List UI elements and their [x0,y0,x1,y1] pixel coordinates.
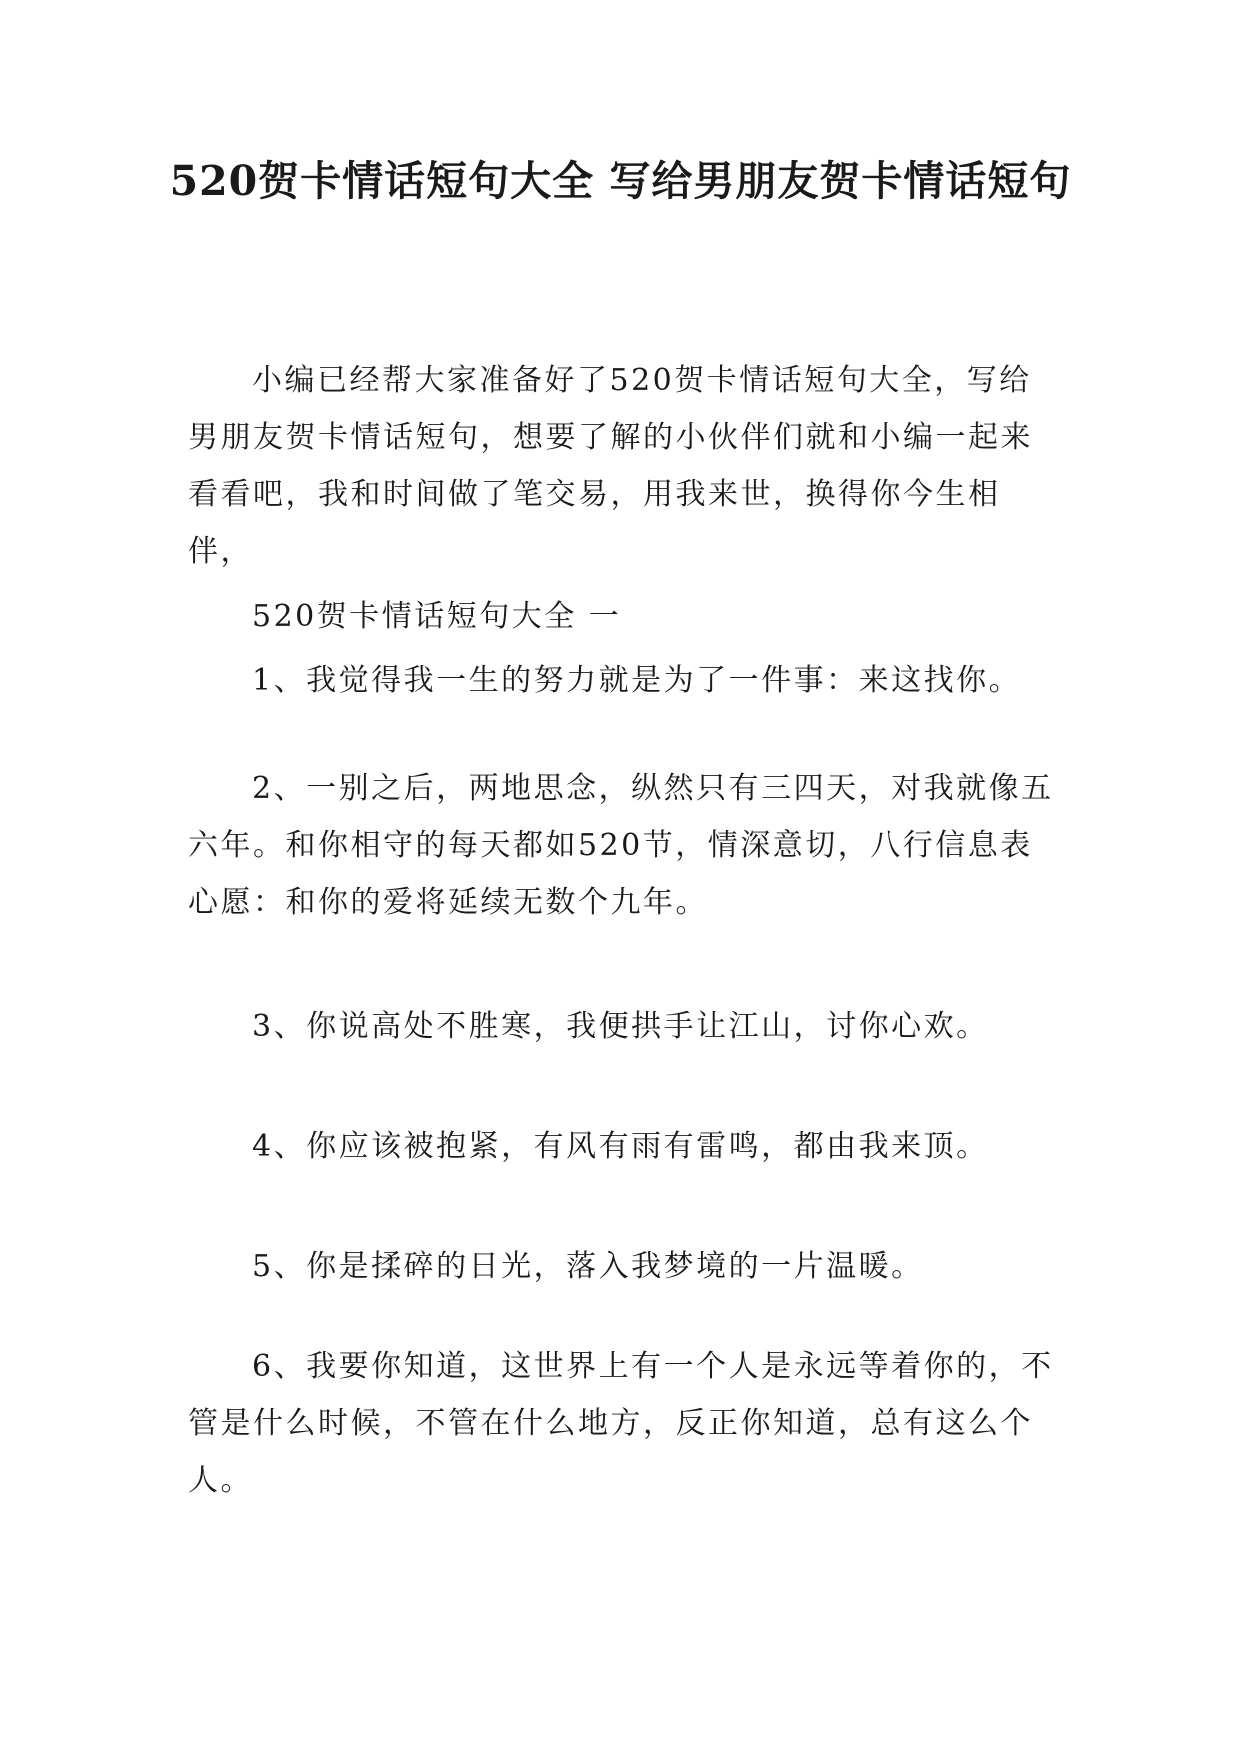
list-item: 4、你应该被抱紧，有风有雨有雷鸣，都由我来顶。 [252,1129,989,1164]
document-title: 520贺卡情话短句大全 写给男朋友贺卡情话短句 [169,157,1072,205]
list-item: 5、你是揉碎的日光，落入我梦境的一片温暖。 [252,1249,924,1284]
intro-paragraph: 小编已经帮大家准备好了520贺卡情话短句大全，写给男朋友贺卡情话短句，想要了解的小伙伴们就和小编一起来看看吧，我和时间做了笔交易，用我来世，换得你今生相伴， [188,363,1033,569]
list-item: 3、你说高处不胜寒，我便拱手让江山，讨你心欢。 [252,1009,989,1044]
list-item: 6、我要你知道，这世界上有一个人是永远等着你的，不管是什么时候，不管在什么地方，反正你知道，总有这么个人。 [188,1349,1054,1498]
list-item: 1、我觉得我一生的努力就是为了一件事：来这找你。 [252,663,1022,698]
list-item: 2、一别之后，两地思念，纵然只有三四天，对我就像五六年。和你相守的每天都如520节，情深意切，八行信息表心愿：和你的爱将延续无数个九年。 [188,771,1054,920]
section-heading: 520贺卡情话短句大全 一 [252,599,622,634]
